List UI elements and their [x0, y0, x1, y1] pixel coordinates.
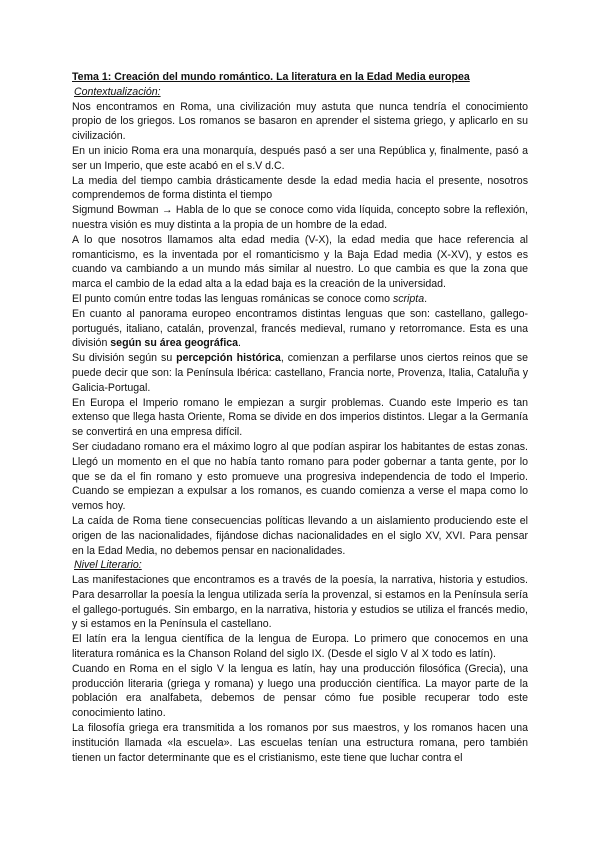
paragraph: Las manifestaciones que encontramos es a través de la poesía, la narrativa, historia y estudios. Para desarrollar la poesía la lengua utilizada sería la provenzal, si estamos en la Península sería el gallego-portugués. Sin embargo, en la narrativa, historia y estudios se utiliza el francés medio, y si estamos en la Península el castellano.: [72, 574, 528, 631]
paragraph: La filosofía griega era transmitida a los romanos por sus maestros, y los romanos hacen una institución llamada «la escuela». Las escuelas tenían una estructura romana, pero también tienen un factor determinante que es el cristianismo, este tiene que luchar contra el: [72, 722, 528, 764]
paragraph: Sigmund Bowman → Habla de lo que se conoce como vida líquida, concepto sobre la reflexión, nuestra visión es muy distinta a la propia de un hombre de la edad.: [72, 204, 528, 231]
paragraph: La caída de Roma tiene consecuencias políticas llevando a un aislamiento produciendo este el origen de las nacionalidades, fijándose dichas nacionalidades en el siglo XV, XVI. Para pensar en la Edad Media, no debemos pensar en nacionalidades.: [72, 514, 528, 557]
document-title: Tema 1: Creación del mundo romántico. La literatura en la Edad Media europea: [72, 71, 470, 83]
paragraph: Nos encontramos en Roma, una civilización muy astuta que nunca tendría el conocimiento propio de los griegos. Los romanos se basaron en aprender el sistema griego, y aplicarlo en su civilización.: [72, 100, 528, 143]
bold-term: percepción histórica: [176, 352, 281, 365]
italic-term: scripta: [392, 292, 425, 305]
paragraph: El latín era la lengua científica de la lengua de Europa. Lo primero que conocemos en una literatura románica es la Chanson Roland del siglo IX. (Desde el siglo V al X todo es latín).: [72, 633, 528, 661]
paragraph: En un inicio Roma era una monarquía, después pasó a ser una República y, finalmente, pasó a ser un Imperio, que este acabó en el s.V d.C.: [72, 144, 528, 172]
paragraph: A lo que nosotros llamamos alta edad media (V-X), la edad media que hace referencia al romanticismo, es la inventada por el romanticismo y la Baja Edad media (X-XV), y estos es cuando va cambiando a un mundo más similar al nuestro. Lo que cambia es que la zona que marca el cambio de la edad alta a la edad baja es la creación de la universidad.: [72, 233, 528, 291]
paragraph: La media del tiempo cambia drásticamente desde la edad media hacia el presente, nosotros comprendemos de forma distinta el tiempo: [72, 174, 528, 202]
section-heading-nivel-literario: Nivel Literario:: [74, 559, 142, 572]
paragraph: [72, 351, 528, 395]
text: , comienzan a perfilarse unos ciertos reinos que se puede decir que son: la Península Ibérica: castellano, Francia norte, Provenza, Italia, Cataluña y Galicia-Portugal.: [72, 352, 528, 394]
document-page: [72, 70, 528, 765]
paragraph: Ser ciudadano romano era el máximo logro al que podían aspirar los habitantes de estas zonas. Llegó un momento en el que no había tanto romano para poder gobernar a tanta gente, por lo que se da el fin romano y esto promueve una progresiva independencia de todo el Imperio. Cuando se empiezan a expulsar a los romanos, es cuando comienza a verse el mapa como lo vemos hoy.: [72, 440, 528, 513]
paragraph: [72, 307, 528, 351]
paragraph: Cuando en Roma en el siglo V la lengua es latín, hay una producción filosófica (Grecia), una producción literaria (griega y romana) y luego una producción científica. La mayor parte de la población era analfabeta, debemos de pensar cómo fue posible recuperar todo este conocimiento latino.: [72, 662, 528, 720]
section-heading-contextualizacion: Contextualización:: [74, 85, 161, 98]
bold-term: según su área geográfica: [110, 337, 239, 350]
text: .: [424, 292, 428, 305]
text: Su división según su: [72, 352, 177, 365]
text: En cuanto al panorama europeo encontramos distintas lenguas que son: castellano, gallego-portugués, italiano, catalán, provenzal, francés medieval, rumano y retorromance. Esta es una división: [72, 307, 528, 350]
paragraph: En Europa el Imperio romano le empiezan a surgir problemas. Cuando este Imperio es tan extenso que llega hasta Oriente, Roma se divide en dos imperios distintos. Llegar a la Germanía se convertirá en una empresa difícil.: [72, 396, 528, 439]
text: .: [238, 337, 241, 350]
text: El punto común entre todas las lenguas románicas se conoce como: [72, 292, 393, 305]
paragraph: [72, 292, 528, 307]
